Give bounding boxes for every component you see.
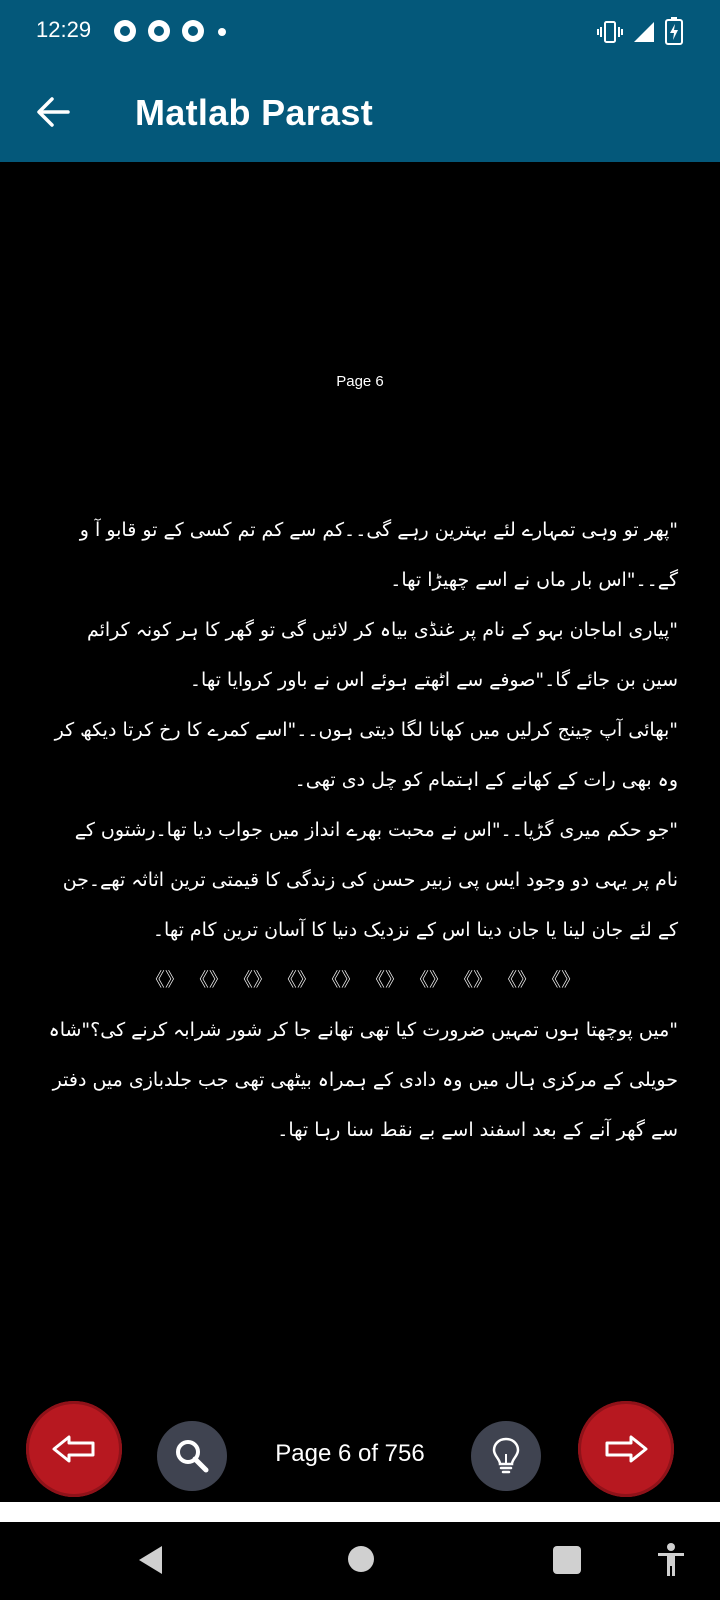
system-nav-bar (0, 1522, 720, 1600)
paragraph: "میں پوچھتا ہوں تمہیں ضرورت کیا تھی تھانے جا کر شور شرابہ کرنے کی؟"شاہ حویلی کے مرکزی ہال میں وہ دادی کے ہمراہ بیٹھی تھی جب جلدبازی میں دفتر سے گھر آنے کے بعد اسفند اسے بے نقط سنا رہا تھا۔ (48, 1019, 678, 1141)
recents-square-icon[interactable] (552, 1545, 582, 1575)
page-body-text (48, 505, 678, 1155)
back-arrow-icon[interactable] (34, 92, 74, 132)
hint-button[interactable] (471, 1421, 541, 1491)
search-button[interactable] (157, 1421, 227, 1491)
page-counter: Page 6 of 756 (275, 1440, 425, 1467)
search-icon (173, 1437, 211, 1475)
lightbulb-icon (491, 1436, 521, 1476)
arrow-left-icon (51, 1434, 97, 1464)
divider-strip (0, 1502, 720, 1522)
status-time: 12:29 (36, 17, 92, 42)
next-page-button[interactable] (578, 1401, 674, 1497)
paragraph: "بھائی آپ چینج کرلیں میں کھانا لگا دیتی ہوں۔۔"اسے کمرے کا رخ کرتا دیکھ کر وہ بھی رات کے کھانے کے اہتمام کو چل دی تھی۔ (54, 719, 678, 791)
status-bar (0, 0, 720, 64)
signal-icon (632, 20, 656, 44)
accessibility-icon[interactable] (656, 1542, 686, 1578)
arrow-right-icon (603, 1434, 649, 1464)
vibrate-icon (596, 18, 624, 46)
reader-controls (0, 1395, 720, 1511)
paragraph: "جو حکم میری گڑیا۔۔"اس نے محبت بھرے انداز میں جواب دیا تھا۔رشتوں کے نام پر یہی دو وجود ایس پی زبیر حسن کی زندگی کا قیمتی ترین اثاثہ تھے۔جن کے لئے جان لینا یا جان دینا اس کے نزدیک دنیا کا آسان ترین کام تھا۔ (62, 819, 678, 941)
dot-icon (218, 28, 226, 36)
notification-icon (114, 20, 136, 42)
separator-line: 《》 《》 《》 《》 《》 《》 《》 《》 《》 《》 (145, 969, 581, 991)
paragraph: "پھر تو وہی تمہارے لئے بہترین رہے گی۔۔کم سے کم تم کسی کے تو قابو آ و گے۔۔"اس بار ماں نے اسے چھیڑا تھا۔ (79, 519, 678, 591)
previous-page-button[interactable] (26, 1401, 122, 1497)
battery-icon (664, 16, 684, 46)
media-icon (182, 20, 204, 42)
home-circle-icon[interactable] (346, 1544, 376, 1574)
media-icon (148, 20, 170, 42)
paragraph: "پیاری اماجان بہو کے نام پر غنڈی بیاہ کر لائیں گی تو گھر کا ہر کونہ کرائم سین بن جائے گا۔"صوفے سے اٹھتے ہوئے اس نے باور کروایا تھا۔ (86, 619, 678, 691)
page-label: Page 6 (336, 373, 384, 390)
app-title: Matlab Parast (135, 92, 373, 133)
back-triangle-icon[interactable] (136, 1544, 166, 1576)
app-bar (0, 64, 720, 162)
